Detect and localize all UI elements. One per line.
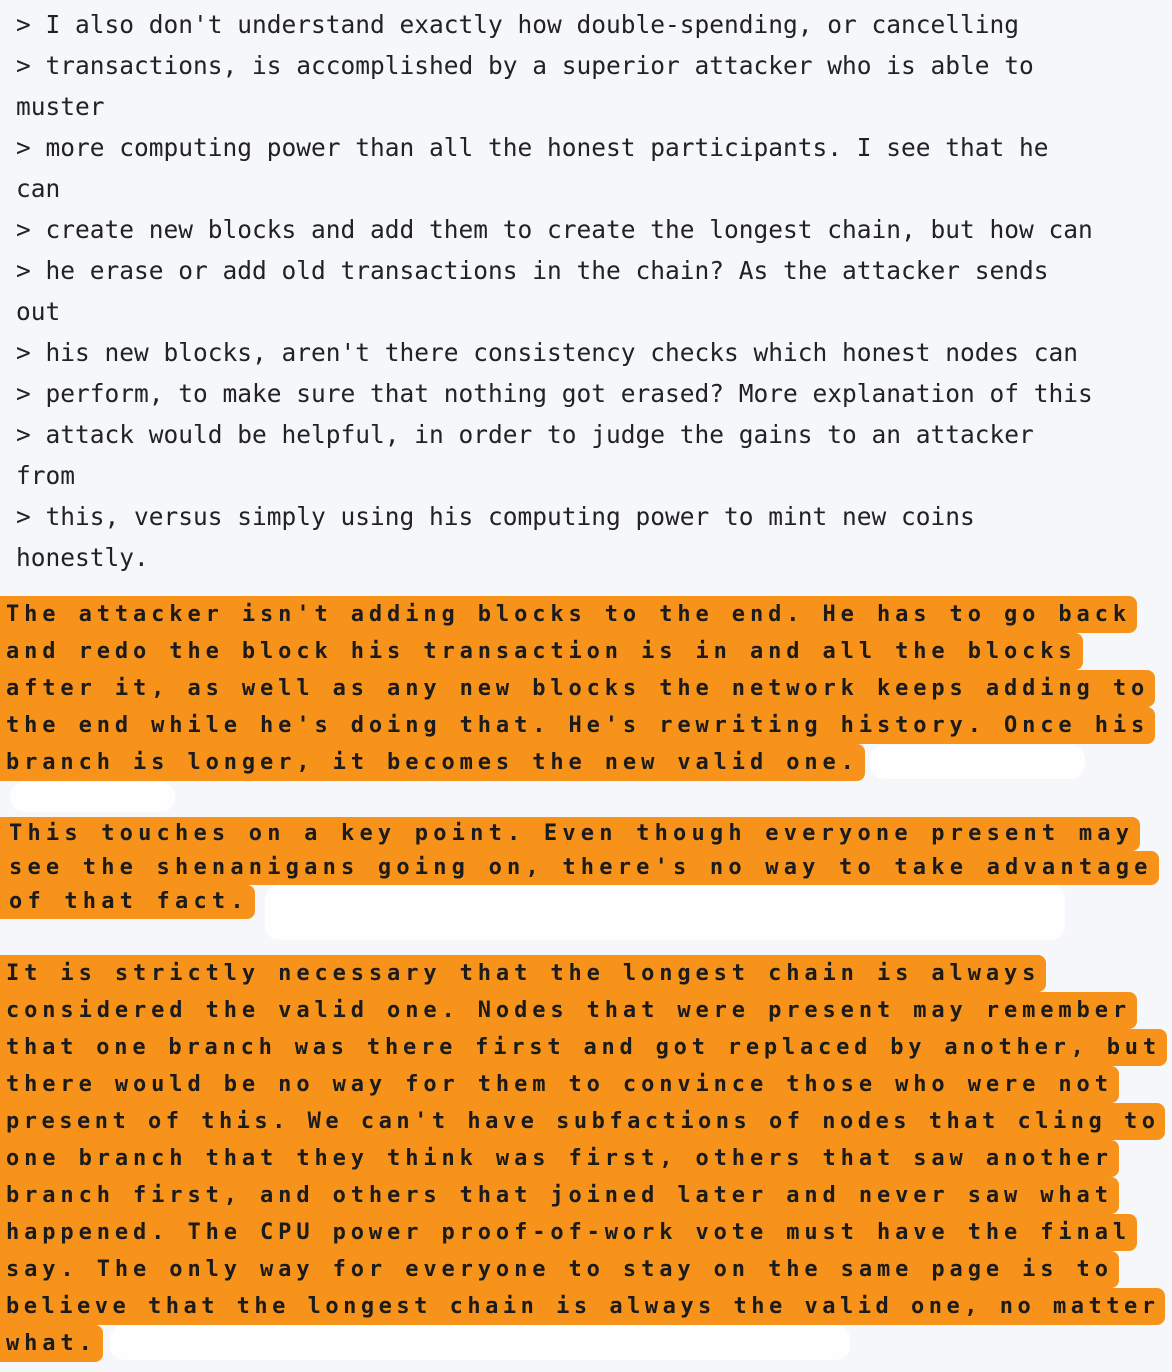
highlighted-line-text: of that fact. [0,885,255,919]
highlighted-line [0,744,1172,781]
quote-line: > I also don't understand exactly how double-spending, or cancelling [16,10,1020,39]
highlighted-line [0,633,1172,670]
highlighted-line-text: This touches on a key point. Even though everyone present may [0,817,1140,851]
quote-line: > attack would be helpful, in order to judge the gains to an attacker [16,420,1034,449]
highlighted-line [0,1029,1172,1066]
highlighted-line-text: believe that the longest chain is always the valid one, no matter [0,1288,1165,1325]
quote-line: can [16,174,61,203]
highlighted-line [0,707,1172,744]
highlighted-line [0,1288,1172,1325]
highlighted-line-text: see the shenanigans going on, there's no way to take advantage [0,851,1159,885]
highlighted-line-text: branch first, and others that joined later and never saw what [0,1177,1119,1214]
highlighted-line [0,885,1172,919]
highlighted-line [0,1251,1172,1288]
quote-line: > this, versus simply using his computing power to mint new coins [16,502,975,531]
highlighted-line [0,817,1172,851]
quote-line: from [16,461,76,490]
quote-line: honestly. [16,543,149,572]
reply-paragraph-3 [0,955,1172,1362]
highlighted-line [0,851,1172,885]
highlighted-line-text: It is strictly necessary that the longest chain is always [0,955,1046,992]
quoted-message [16,4,1166,578]
highlighted-line-text: happened. The CPU power proof-of-work vote must have the final [0,1214,1137,1251]
quote-line: > transactions, is accomplished by a superior attacker who is able to [16,51,1034,80]
quote-line: > create new blocks and add them to create the longest chain, but how can [16,215,1093,244]
reply-paragraph-2 [0,817,1172,919]
quote-line: muster [16,92,105,121]
highlighted-line-text: the end while he's doing that. He's rewriting history. Once his [0,707,1155,744]
highlighted-line [0,1325,1172,1362]
highlighted-line [0,955,1172,992]
quote-line: > his new blocks, aren't there consistency checks which honest nodes can [16,338,1079,367]
highlighted-line [0,670,1172,707]
highlighted-line [0,1177,1172,1214]
highlighted-line [0,1066,1172,1103]
highlighted-line-text: branch is longer, it becomes the new valid one. [0,744,865,781]
highlighted-line-text: say. The only way for everyone to stay on the same page is to [0,1251,1119,1288]
highlighted-line-text: there would be no way for them to convince those who were not [0,1066,1119,1103]
highlighted-line-text: and redo the block his transaction is in and all the blocks [0,633,1083,670]
highlighted-line-text: considered the valid one. Nodes that were present may remember [0,992,1137,1029]
highlighted-line-text: after it, as well as any new blocks the network keeps adding to [0,670,1155,707]
highlighted-line [0,992,1172,1029]
quote-line: out [16,297,61,326]
highlighted-line-text: one branch that they think was first, others that saw another [0,1140,1119,1177]
background-smudge [10,782,175,812]
quote-line: > more computing power than all the honest participants. I see that he [16,133,1049,162]
highlighted-line [0,1103,1172,1140]
reply-paragraph-1 [0,596,1172,781]
highlighted-line-text: The attacker isn't adding blocks to the end. He has to go back [0,596,1137,633]
highlighted-line-text: that one branch was there first and got replaced by another, but [0,1029,1167,1066]
highlighted-line-text: present of this. We can't have subfactions of nodes that cling to [0,1103,1165,1140]
highlighted-line [0,1214,1172,1251]
highlighted-line-text: what. [0,1325,103,1362]
quote-line: > perform, to make sure that nothing got erased? More explanation of this [16,379,1093,408]
highlighted-line [0,1140,1172,1177]
highlighted-line [0,596,1172,633]
quote-line: > he erase or add old transactions in the chain? As the attacker sends [16,256,1049,285]
